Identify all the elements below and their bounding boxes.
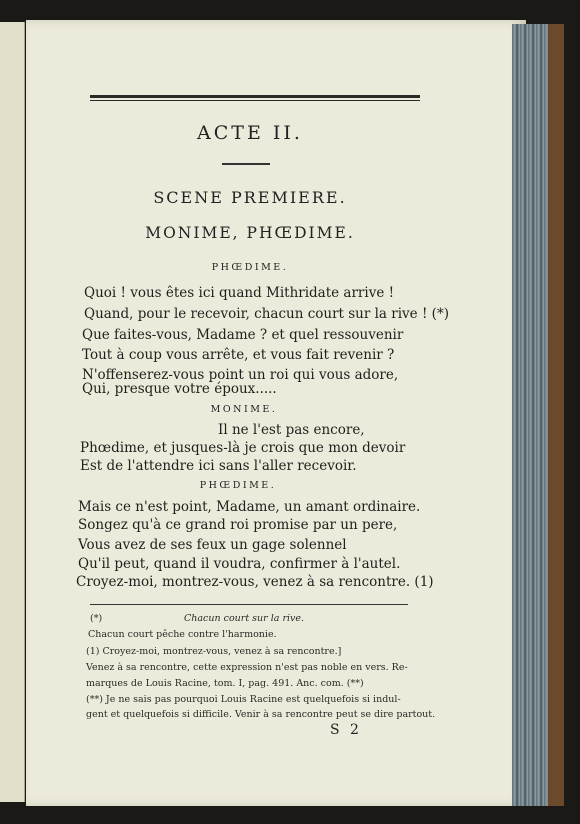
book-cover-edge (548, 24, 564, 806)
scene-persons: MONIME, PHŒDIME. (145, 224, 355, 242)
verse-line: Phœdime, et jusques-là je crois que mon devoir (80, 440, 406, 456)
footnote-line: Venez à sa rencontre, cette expression n'est pas noble en vers. Re- (86, 662, 408, 673)
footnote-line: (1) Croyez-moi, montrez-vous, venez à sa rencontre.] (86, 646, 342, 657)
verse-line: N'offenserez-vous point un roi qui vous adore, (82, 367, 399, 383)
footnote-line: (**) Je ne sais pas pourquoi Louis Racine est quelquefois si indul- (86, 694, 401, 705)
verse-line: Vous avez de ses feux un gage solennel (78, 537, 347, 553)
page-signature: S 2 (330, 722, 362, 738)
act-title: ACTE II. (197, 122, 303, 144)
title-divider (222, 163, 270, 165)
footnote-line: Chacun court pêche contre l'harmonie. (88, 629, 277, 640)
verse-line: Il ne l'est pas encore, (218, 422, 365, 438)
verse-line: Que faites-vous, Madame ? et quel ressouvenir (82, 327, 404, 343)
verse-line: Croyez-moi, montrez-vous, venez à sa rencontre. (1) (76, 574, 434, 590)
verse-line: Songez qu'à ce grand roi promise par un pere, (78, 517, 398, 533)
speaker-label: PHŒDIME. (199, 480, 277, 491)
footnote-rule (90, 604, 408, 605)
speaker-label: PHŒDIME. (211, 262, 289, 273)
verse-line: Qu'il peut, quand il voudra, confirmer à l'autel. (78, 556, 401, 572)
footnote-marker: (*) (90, 613, 103, 624)
verse-line: Est de l'attendre ici sans l'aller recevoir. (80, 458, 357, 474)
verse-line: Quoi ! vous êtes ici quand Mithridate arrive ! (84, 285, 395, 301)
footnote-line: marques de Louis Racine, tom. I, pag. 491. Anc. com. (**) (86, 678, 364, 689)
verse-line: Quand, pour le recevoir, chacun court sur la rive ! (*) (84, 306, 449, 322)
speaker-label: MONIME. (210, 404, 278, 415)
footnote-line: gent et quelquefois si difficile. Venir à sa rencontre peut se dire partout. (86, 709, 436, 720)
verse-line: Qui, presque votre époux..... (82, 381, 277, 397)
header-rule (90, 95, 420, 98)
left-page-edge (0, 22, 25, 802)
verse-line: Tout à coup vous arrête, et vous fait revenir ? (82, 347, 395, 363)
verse-line: Mais ce n'est point, Madame, un amant ordinaire. (78, 499, 421, 515)
footnote-quote: Chacun court sur la rive. (184, 613, 305, 624)
header-rule-thin (90, 100, 420, 101)
scene-title: SCENE PREMIERE. (153, 188, 347, 207)
